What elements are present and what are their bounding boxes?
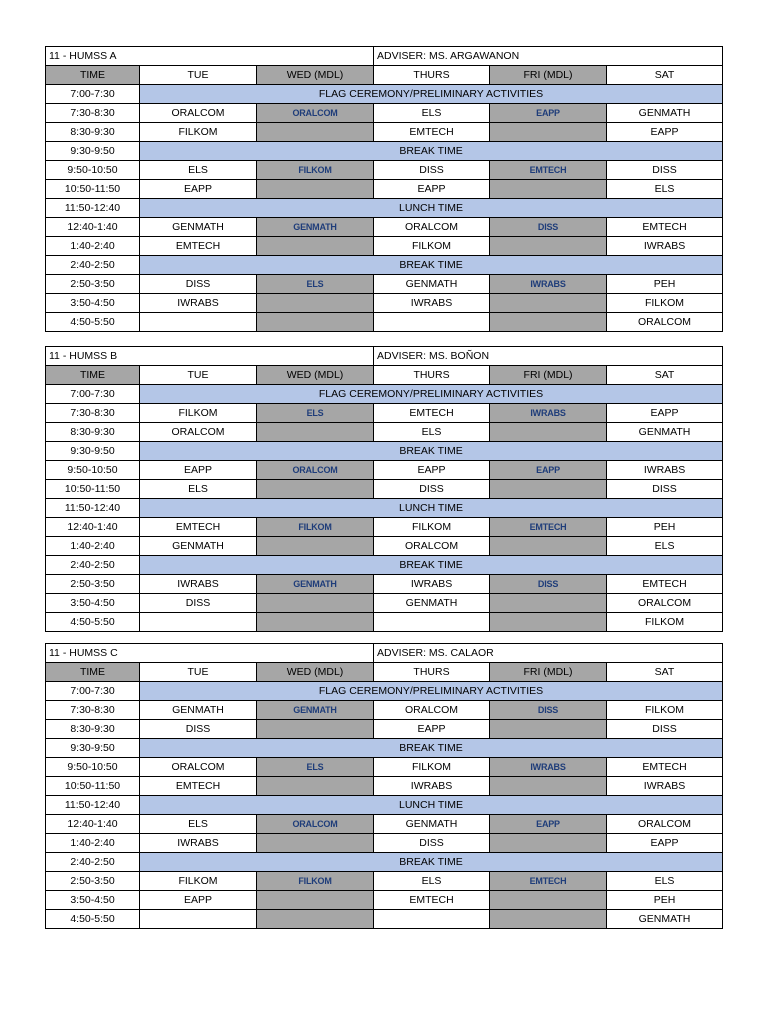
- time-cell: 10:50-11:50: [46, 777, 140, 796]
- wed-mdl-cell: [257, 423, 374, 442]
- wed-mdl-cell: [257, 537, 374, 556]
- tue-cell: EAPP: [140, 461, 257, 480]
- header-tue: TUE: [140, 66, 257, 85]
- activity-banner: BREAK TIME: [140, 556, 723, 575]
- fri-mdl-cell: [490, 294, 607, 313]
- tue-cell: ORALCOM: [140, 423, 257, 442]
- schedule-row: [46, 385, 723, 404]
- activity-banner: LUNCH TIME: [140, 199, 723, 218]
- schedule-row: [46, 275, 723, 294]
- sat-cell: PEH: [607, 891, 723, 910]
- fri-mdl-cell: [490, 613, 607, 632]
- schedule-row: [46, 180, 723, 199]
- activity-banner: FLAG CEREMONY/PRELIMINARY ACTIVITIES: [140, 85, 723, 104]
- schedule-row: [46, 796, 723, 815]
- sat-cell: ORALCOM: [607, 815, 723, 834]
- wed-mdl-cell: GENMATH: [257, 701, 374, 720]
- fri-mdl-cell: [490, 313, 607, 332]
- wed-mdl-cell: [257, 313, 374, 332]
- tue-cell: [140, 613, 257, 632]
- schedule-row: [46, 199, 723, 218]
- time-cell: 10:50-11:50: [46, 480, 140, 499]
- sat-cell: DISS: [607, 161, 723, 180]
- time-cell: 7:30-8:30: [46, 404, 140, 423]
- time-cell: 8:30-9:30: [46, 720, 140, 739]
- fri-mdl-cell: [490, 537, 607, 556]
- wed-mdl-cell: [257, 834, 374, 853]
- tue-cell: [140, 910, 257, 929]
- schedule-row: [46, 834, 723, 853]
- schedule-row: [46, 739, 723, 758]
- time-cell: 12:40-1:40: [46, 218, 140, 237]
- wed-mdl-cell: [257, 720, 374, 739]
- section-title-row: [46, 47, 723, 66]
- wed-mdl-cell: GENMATH: [257, 575, 374, 594]
- activity-banner: BREAK TIME: [140, 853, 723, 872]
- thurs-cell: DISS: [374, 480, 490, 499]
- thurs-cell: ELS: [374, 104, 490, 123]
- fri-mdl-cell: [490, 910, 607, 929]
- wed-mdl-cell: FILKOM: [257, 518, 374, 537]
- schedule-row: [46, 594, 723, 613]
- sat-cell: ORALCOM: [607, 313, 723, 332]
- schedule-row: [46, 815, 723, 834]
- tue-cell: EMTECH: [140, 237, 257, 256]
- fri-mdl-cell: [490, 594, 607, 613]
- header-row: [46, 366, 723, 385]
- thurs-cell: GENMATH: [374, 275, 490, 294]
- schedule-row: [46, 104, 723, 123]
- schedule-row: [46, 442, 723, 461]
- schedule-row: [46, 85, 723, 104]
- time-cell: 4:50-5:50: [46, 910, 140, 929]
- thurs-cell: ORALCOM: [374, 701, 490, 720]
- adviser-label: ADVISER: MS. ARGAWANON: [374, 47, 723, 66]
- wed-mdl-cell: FILKOM: [257, 161, 374, 180]
- schedule-row: [46, 313, 723, 332]
- activity-banner: FLAG CEREMONY/PRELIMINARY ACTIVITIES: [140, 385, 723, 404]
- schedule-row: [46, 537, 723, 556]
- activity-banner: BREAK TIME: [140, 442, 723, 461]
- tue-cell: [140, 313, 257, 332]
- fri-mdl-cell: [490, 237, 607, 256]
- schedule-row: [46, 237, 723, 256]
- fri-mdl-cell: [490, 423, 607, 442]
- time-cell: 7:00-7:30: [46, 85, 140, 104]
- header-time: TIME: [46, 66, 140, 85]
- header-time: TIME: [46, 663, 140, 682]
- time-cell: 9:30-9:50: [46, 739, 140, 758]
- sat-cell: PEH: [607, 275, 723, 294]
- header-wed: WED (MDL): [257, 663, 374, 682]
- fri-mdl-cell: IWRABS: [490, 275, 607, 294]
- time-cell: 2:50-3:50: [46, 575, 140, 594]
- header-row: [46, 663, 723, 682]
- sat-cell: PEH: [607, 518, 723, 537]
- schedule-row: [46, 891, 723, 910]
- tue-cell: ELS: [140, 480, 257, 499]
- schedule-table-humss-b: [45, 346, 723, 632]
- fri-mdl-cell: [490, 123, 607, 142]
- wed-mdl-cell: ELS: [257, 758, 374, 777]
- tue-cell: DISS: [140, 594, 257, 613]
- tue-cell: IWRABS: [140, 834, 257, 853]
- tue-cell: EAPP: [140, 891, 257, 910]
- thurs-cell: FILKOM: [374, 758, 490, 777]
- fri-mdl-cell: EAPP: [490, 815, 607, 834]
- header-row: [46, 66, 723, 85]
- wed-mdl-cell: FILKOM: [257, 872, 374, 891]
- schedule-row: [46, 218, 723, 237]
- time-cell: 11:50-12:40: [46, 499, 140, 518]
- wed-mdl-cell: [257, 613, 374, 632]
- time-cell: 2:40-2:50: [46, 853, 140, 872]
- thurs-cell: [374, 313, 490, 332]
- fri-mdl-cell: [490, 777, 607, 796]
- sat-cell: GENMATH: [607, 910, 723, 929]
- sat-cell: ORALCOM: [607, 594, 723, 613]
- thurs-cell: EMTECH: [374, 123, 490, 142]
- time-cell: 8:30-9:30: [46, 423, 140, 442]
- header-tue: TUE: [140, 663, 257, 682]
- header-fri: FRI (MDL): [490, 66, 607, 85]
- schedule-row: [46, 682, 723, 701]
- wed-mdl-cell: [257, 891, 374, 910]
- section-title: 11 - HUMSS C: [46, 644, 374, 663]
- schedule-row: [46, 853, 723, 872]
- thurs-cell: ELS: [374, 423, 490, 442]
- fri-mdl-cell: DISS: [490, 218, 607, 237]
- thurs-cell: [374, 613, 490, 632]
- tue-cell: GENMATH: [140, 701, 257, 720]
- time-cell: 7:30-8:30: [46, 701, 140, 720]
- header-thurs: THURS: [374, 663, 490, 682]
- wed-mdl-cell: [257, 594, 374, 613]
- time-cell: 11:50-12:40: [46, 199, 140, 218]
- header-sat: SAT: [607, 66, 723, 85]
- time-cell: 9:50-10:50: [46, 161, 140, 180]
- fri-mdl-cell: IWRABS: [490, 758, 607, 777]
- wed-mdl-cell: [257, 777, 374, 796]
- wed-mdl-cell: ORALCOM: [257, 815, 374, 834]
- schedule-row: [46, 256, 723, 275]
- thurs-cell: EAPP: [374, 461, 490, 480]
- time-cell: 10:50-11:50: [46, 180, 140, 199]
- schedule-table-humss-a: [45, 46, 723, 332]
- wed-mdl-cell: ELS: [257, 275, 374, 294]
- section-title-row: [46, 644, 723, 663]
- sat-cell: EMTECH: [607, 218, 723, 237]
- time-cell: 4:50-5:50: [46, 613, 140, 632]
- schedule-row: [46, 161, 723, 180]
- sat-cell: IWRABS: [607, 777, 723, 796]
- time-cell: 2:40-2:50: [46, 556, 140, 575]
- schedule-row: [46, 518, 723, 537]
- sat-cell: ELS: [607, 872, 723, 891]
- thurs-cell: EMTECH: [374, 404, 490, 423]
- time-cell: 12:40-1:40: [46, 815, 140, 834]
- time-cell: 1:40-2:40: [46, 834, 140, 853]
- tue-cell: ORALCOM: [140, 104, 257, 123]
- tue-cell: EAPP: [140, 180, 257, 199]
- schedule-row: [46, 123, 723, 142]
- wed-mdl-cell: [257, 180, 374, 199]
- time-cell: 12:40-1:40: [46, 518, 140, 537]
- thurs-cell: [374, 910, 490, 929]
- time-cell: 3:50-4:50: [46, 294, 140, 313]
- sat-cell: IWRABS: [607, 461, 723, 480]
- fri-mdl-cell: [490, 834, 607, 853]
- adviser-label: ADVISER: MS. CALAOR: [374, 644, 723, 663]
- schedule-row: [46, 461, 723, 480]
- time-cell: 4:50-5:50: [46, 313, 140, 332]
- thurs-cell: EAPP: [374, 720, 490, 739]
- schedule-row: [46, 142, 723, 161]
- header-sat: SAT: [607, 663, 723, 682]
- thurs-cell: IWRABS: [374, 294, 490, 313]
- thurs-cell: ELS: [374, 872, 490, 891]
- header-tue: TUE: [140, 366, 257, 385]
- schedule-row: [46, 575, 723, 594]
- fri-mdl-cell: DISS: [490, 701, 607, 720]
- time-cell: 8:30-9:30: [46, 123, 140, 142]
- tue-cell: FILKOM: [140, 404, 257, 423]
- schedule-table-humss-c: [45, 643, 723, 929]
- thurs-cell: IWRABS: [374, 575, 490, 594]
- tue-cell: GENMATH: [140, 218, 257, 237]
- wed-mdl-cell: ELS: [257, 404, 374, 423]
- schedule-row: [46, 423, 723, 442]
- tue-cell: ELS: [140, 815, 257, 834]
- section-title-row: [46, 347, 723, 366]
- fri-mdl-cell: EMTECH: [490, 872, 607, 891]
- wed-mdl-cell: GENMATH: [257, 218, 374, 237]
- fri-mdl-cell: EMTECH: [490, 161, 607, 180]
- schedule-row: [46, 701, 723, 720]
- section-title: 11 - HUMSS A: [46, 47, 374, 66]
- schedule-row: [46, 556, 723, 575]
- header-time: TIME: [46, 366, 140, 385]
- sat-cell: EAPP: [607, 404, 723, 423]
- activity-banner: LUNCH TIME: [140, 499, 723, 518]
- sat-cell: FILKOM: [607, 613, 723, 632]
- fri-mdl-cell: EAPP: [490, 461, 607, 480]
- schedule-row: [46, 404, 723, 423]
- tue-cell: GENMATH: [140, 537, 257, 556]
- header-fri: FRI (MDL): [490, 366, 607, 385]
- sat-cell: GENMATH: [607, 104, 723, 123]
- schedule-row: [46, 480, 723, 499]
- activity-banner: FLAG CEREMONY/PRELIMINARY ACTIVITIES: [140, 682, 723, 701]
- thurs-cell: DISS: [374, 834, 490, 853]
- time-cell: 9:30-9:50: [46, 142, 140, 161]
- time-cell: 11:50-12:40: [46, 796, 140, 815]
- schedule-row: [46, 720, 723, 739]
- time-cell: 3:50-4:50: [46, 891, 140, 910]
- time-cell: 7:30-8:30: [46, 104, 140, 123]
- section-title: 11 - HUMSS B: [46, 347, 374, 366]
- wed-mdl-cell: [257, 237, 374, 256]
- thurs-cell: ORALCOM: [374, 218, 490, 237]
- sat-cell: FILKOM: [607, 701, 723, 720]
- schedule-row: [46, 758, 723, 777]
- time-cell: 2:50-3:50: [46, 872, 140, 891]
- thurs-cell: GENMATH: [374, 594, 490, 613]
- sat-cell: EMTECH: [607, 575, 723, 594]
- time-cell: 1:40-2:40: [46, 537, 140, 556]
- activity-banner: BREAK TIME: [140, 142, 723, 161]
- tue-cell: FILKOM: [140, 123, 257, 142]
- header-fri: FRI (MDL): [490, 663, 607, 682]
- fri-mdl-cell: [490, 720, 607, 739]
- time-cell: 9:50-10:50: [46, 461, 140, 480]
- tue-cell: DISS: [140, 275, 257, 294]
- schedule-row: [46, 294, 723, 313]
- sat-cell: ELS: [607, 180, 723, 199]
- fri-mdl-cell: EAPP: [490, 104, 607, 123]
- sat-cell: EMTECH: [607, 758, 723, 777]
- fri-mdl-cell: DISS: [490, 575, 607, 594]
- header-wed: WED (MDL): [257, 66, 374, 85]
- sat-cell: IWRABS: [607, 237, 723, 256]
- header-thurs: THURS: [374, 366, 490, 385]
- header-sat: SAT: [607, 366, 723, 385]
- wed-mdl-cell: ORALCOM: [257, 461, 374, 480]
- time-cell: 7:00-7:30: [46, 682, 140, 701]
- sat-cell: ELS: [607, 537, 723, 556]
- time-cell: 2:50-3:50: [46, 275, 140, 294]
- tue-cell: IWRABS: [140, 575, 257, 594]
- fri-mdl-cell: [490, 180, 607, 199]
- thurs-cell: ORALCOM: [374, 537, 490, 556]
- schedule-row: [46, 613, 723, 632]
- thurs-cell: EMTECH: [374, 891, 490, 910]
- tue-cell: FILKOM: [140, 872, 257, 891]
- tue-cell: IWRABS: [140, 294, 257, 313]
- thurs-cell: EAPP: [374, 180, 490, 199]
- time-cell: 1:40-2:40: [46, 237, 140, 256]
- activity-banner: LUNCH TIME: [140, 796, 723, 815]
- time-cell: 2:40-2:50: [46, 256, 140, 275]
- fri-mdl-cell: [490, 891, 607, 910]
- wed-mdl-cell: [257, 910, 374, 929]
- sat-cell: FILKOM: [607, 294, 723, 313]
- wed-mdl-cell: [257, 480, 374, 499]
- activity-banner: BREAK TIME: [140, 256, 723, 275]
- sat-cell: EAPP: [607, 834, 723, 853]
- time-cell: 9:30-9:50: [46, 442, 140, 461]
- fri-mdl-cell: [490, 480, 607, 499]
- header-thurs: THURS: [374, 66, 490, 85]
- thurs-cell: GENMATH: [374, 815, 490, 834]
- wed-mdl-cell: [257, 123, 374, 142]
- fri-mdl-cell: EMTECH: [490, 518, 607, 537]
- sat-cell: EAPP: [607, 123, 723, 142]
- wed-mdl-cell: [257, 294, 374, 313]
- header-wed: WED (MDL): [257, 366, 374, 385]
- time-cell: 3:50-4:50: [46, 594, 140, 613]
- fri-mdl-cell: IWRABS: [490, 404, 607, 423]
- sat-cell: DISS: [607, 720, 723, 739]
- time-cell: 7:00-7:30: [46, 385, 140, 404]
- tue-cell: EMTECH: [140, 518, 257, 537]
- wed-mdl-cell: ORALCOM: [257, 104, 374, 123]
- thurs-cell: FILKOM: [374, 237, 490, 256]
- schedule-row: [46, 910, 723, 929]
- schedule-row: [46, 872, 723, 891]
- activity-banner: BREAK TIME: [140, 739, 723, 758]
- thurs-cell: DISS: [374, 161, 490, 180]
- thurs-cell: IWRABS: [374, 777, 490, 796]
- schedule-row: [46, 777, 723, 796]
- adviser-label: ADVISER: MS. BOÑON: [374, 347, 723, 366]
- schedule-row: [46, 499, 723, 518]
- thurs-cell: FILKOM: [374, 518, 490, 537]
- time-cell: 9:50-10:50: [46, 758, 140, 777]
- tue-cell: ELS: [140, 161, 257, 180]
- sat-cell: DISS: [607, 480, 723, 499]
- tue-cell: ORALCOM: [140, 758, 257, 777]
- tue-cell: DISS: [140, 720, 257, 739]
- tue-cell: EMTECH: [140, 777, 257, 796]
- sat-cell: GENMATH: [607, 423, 723, 442]
